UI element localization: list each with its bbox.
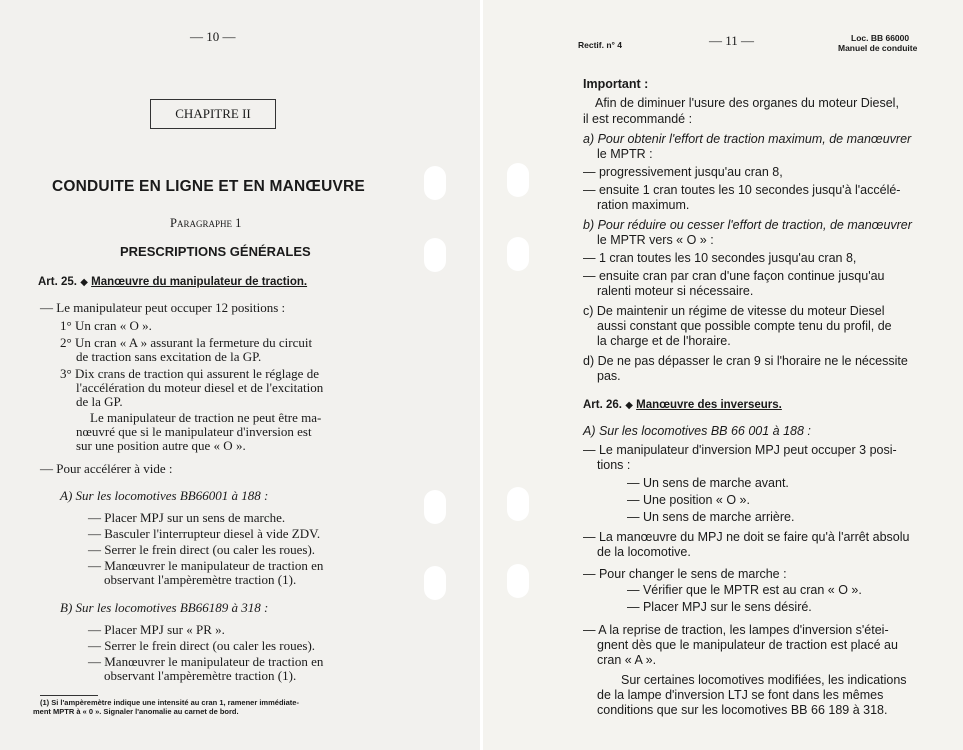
- accel-intro: — Pour accélérer à vide :: [40, 461, 173, 476]
- final-line: Sur certaines locomotives modifiées, les indications: [621, 673, 907, 687]
- section-title: PRESCRIPTIONS GÉNÉRALES: [120, 244, 311, 259]
- footnote-divider: [40, 695, 98, 696]
- item-b-step: ralenti moteur si nécessaire.: [597, 284, 754, 298]
- page-number: — 10 —: [190, 29, 236, 44]
- position-text: l'accélération du moteur diesel et de l'excitation: [76, 380, 324, 395]
- punch-hole: [507, 564, 529, 598]
- note-line: sur une position autre que « O ».: [76, 438, 246, 453]
- mpj-line: — Le manipulateur d'inversion MPJ peut occuper 3 posi-: [583, 443, 897, 457]
- section-b-title: B) Sur les locomotives BB66189 à 318 :: [60, 600, 269, 615]
- instruction-line: — Placer MPJ sur un sens de marche.: [88, 510, 286, 525]
- stop-line: — La manœuvre du MPJ ne doit se faire qu'à l'arrêt absolu: [583, 530, 910, 544]
- position-text: Un cran « A » assurant la fermeture du circuit: [74, 335, 313, 350]
- item-b-step: — 1 cran toutes les 10 secondes jusqu'au cran 8,: [583, 251, 857, 265]
- article-title: Manœuvre du manipulateur de traction.: [91, 276, 308, 288]
- position-text: de la GP.: [76, 394, 123, 409]
- header-right-line: Loc. BB 66000: [851, 33, 910, 43]
- article-title: Manœuvre des inverseurs.: [636, 399, 782, 411]
- footnote-line: (1) Si l'ampèremètre indique une intensité au cran 1, ramener immédiate-: [40, 698, 299, 707]
- punch-hole: [424, 490, 446, 524]
- instruction-line: — Serrer le frein direct (ou caler les roues).: [88, 542, 316, 557]
- positions-intro: — Le manipulateur peut occuper 12 positions :: [40, 300, 286, 315]
- item-b-step: — ensuite cran par cran d'une façon continue jusqu'au: [583, 269, 885, 283]
- item-d-line: d) De ne pas dépasser le cran 9 si l'horaire ne le nécessite: [583, 354, 908, 368]
- header-right-line: Manuel de conduite: [838, 43, 918, 53]
- final-line: de la lampe d'inversion LTJ se font dans les mêmes: [597, 688, 884, 702]
- item-a-line: a) Pour obtenir l'effort de traction maximum, de manœuvrer: [583, 132, 912, 146]
- instruction-line: — Basculer l'interrupteur diesel à vide ZDV.: [88, 526, 321, 541]
- position-text: de traction sans excitation de la GP.: [76, 349, 262, 364]
- punch-hole: [424, 166, 446, 200]
- section-a-title: A) Sur les locomotives BB66001 à 188 :: [60, 488, 269, 503]
- mpj-position: — Un sens de marche avant.: [627, 476, 789, 490]
- item-b-line: b) Pour réduire ou cesser l'effort de traction, de manœuvrer: [583, 218, 912, 232]
- punch-hole: [424, 238, 446, 272]
- instruction-line: observant l'ampèremètre traction (1).: [104, 668, 297, 683]
- punch-hole: [507, 163, 529, 197]
- subsection-a-title: A) Sur les locomotives BB 66 001 à 188 :: [583, 424, 811, 438]
- instruction-line: — Manœuvrer le manipulateur de traction en: [88, 654, 324, 669]
- reprise-line: — A la reprise de traction, les lampes d'inversion s'étei-: [583, 623, 889, 637]
- rectif-label: Rectif. n° 4: [578, 40, 623, 50]
- article-heading: [583, 399, 782, 411]
- item-a-step: ration maximum.: [597, 198, 690, 212]
- item-c-line: la charge et de l'horaire.: [597, 334, 731, 348]
- change-step: — Vérifier que le MPTR est au cran « O ».: [627, 583, 862, 597]
- article-number: Art. 26.: [583, 399, 622, 411]
- position-number: 2°: [60, 335, 72, 350]
- change-title: — Pour changer le sens de marche :: [583, 567, 787, 581]
- position-number: 1°: [60, 318, 72, 333]
- reprise-line: cran « A ».: [597, 653, 657, 667]
- footnote-line: ment MPTR à « 0 ». Signaler l'anomalie au carnet de bord.: [33, 707, 239, 716]
- instruction-line: — Serrer le frein direct (ou caler les roues).: [88, 638, 316, 653]
- final-line: conditions que sur les locomotives BB 66 189 à 318.: [597, 703, 888, 717]
- item-a-line: le MPTR :: [597, 147, 653, 161]
- important-line: Afin de diminuer l'usure des organes du moteur Diesel,: [595, 96, 899, 110]
- mpj-line: tions :: [597, 458, 631, 472]
- item-c-line: aussi constant que possible compte tenu du profil, de: [597, 319, 892, 333]
- position-text: Un cran « O ».: [74, 318, 152, 333]
- punch-hole: [424, 566, 446, 600]
- right-page: [483, 0, 963, 750]
- mpj-position: — Une position « O ».: [627, 493, 750, 507]
- chapter-title: CONDUITE EN LIGNE ET EN MANŒUVRE: [52, 178, 365, 195]
- reprise-line: gnent dès que le manipulateur de traction est placé au: [597, 638, 898, 652]
- instruction-line: observant l'ampèremètre traction (1).: [104, 572, 297, 587]
- important-line: il est recommandé :: [583, 112, 693, 126]
- article-heading: [38, 276, 307, 288]
- page-number: — 11 —: [709, 33, 755, 48]
- item-c-line: c) De maintenir un régime de vitesse du moteur Diesel: [583, 304, 885, 318]
- important-title: Important :: [583, 77, 649, 91]
- paragraph-label: Paragraphe 1: [170, 216, 242, 230]
- item-a-step: — ensuite 1 cran toutes les 10 secondes jusqu'à l'accélé-: [583, 183, 901, 197]
- punch-hole: [507, 237, 529, 271]
- stop-line: de la locomotive.: [597, 545, 691, 559]
- position-text: Dix crans de traction qui assurent le réglage de: [74, 366, 319, 381]
- chapter-label: CHAPITRE II: [175, 106, 251, 121]
- left-page: [0, 0, 480, 750]
- item-b-line: le MPTR vers « O » :: [597, 233, 714, 247]
- instruction-line: — Manœuvrer le manipulateur de traction en: [88, 558, 324, 573]
- article-number: Art. 25.: [38, 276, 77, 288]
- change-step: — Placer MPJ sur le sens désiré.: [627, 600, 812, 614]
- note-line: nœuvré que si le manipulateur d'inversion est: [76, 424, 312, 439]
- diamond-icon: ◆: [625, 400, 633, 411]
- item-a-step: — progressivement jusqu'au cran 8,: [583, 165, 783, 179]
- chapter-box: [150, 99, 276, 129]
- punch-hole: [507, 487, 529, 521]
- position-number: 3°: [60, 366, 72, 381]
- diamond-icon: ◆: [80, 277, 88, 288]
- item-d-line: pas.: [597, 369, 621, 383]
- note-line: Le manipulateur de traction ne peut être ma-: [90, 410, 322, 425]
- mpj-position: — Un sens de marche arrière.: [627, 510, 795, 524]
- position-1: [60, 318, 152, 334]
- instruction-line: — Placer MPJ sur « PR ».: [88, 622, 225, 637]
